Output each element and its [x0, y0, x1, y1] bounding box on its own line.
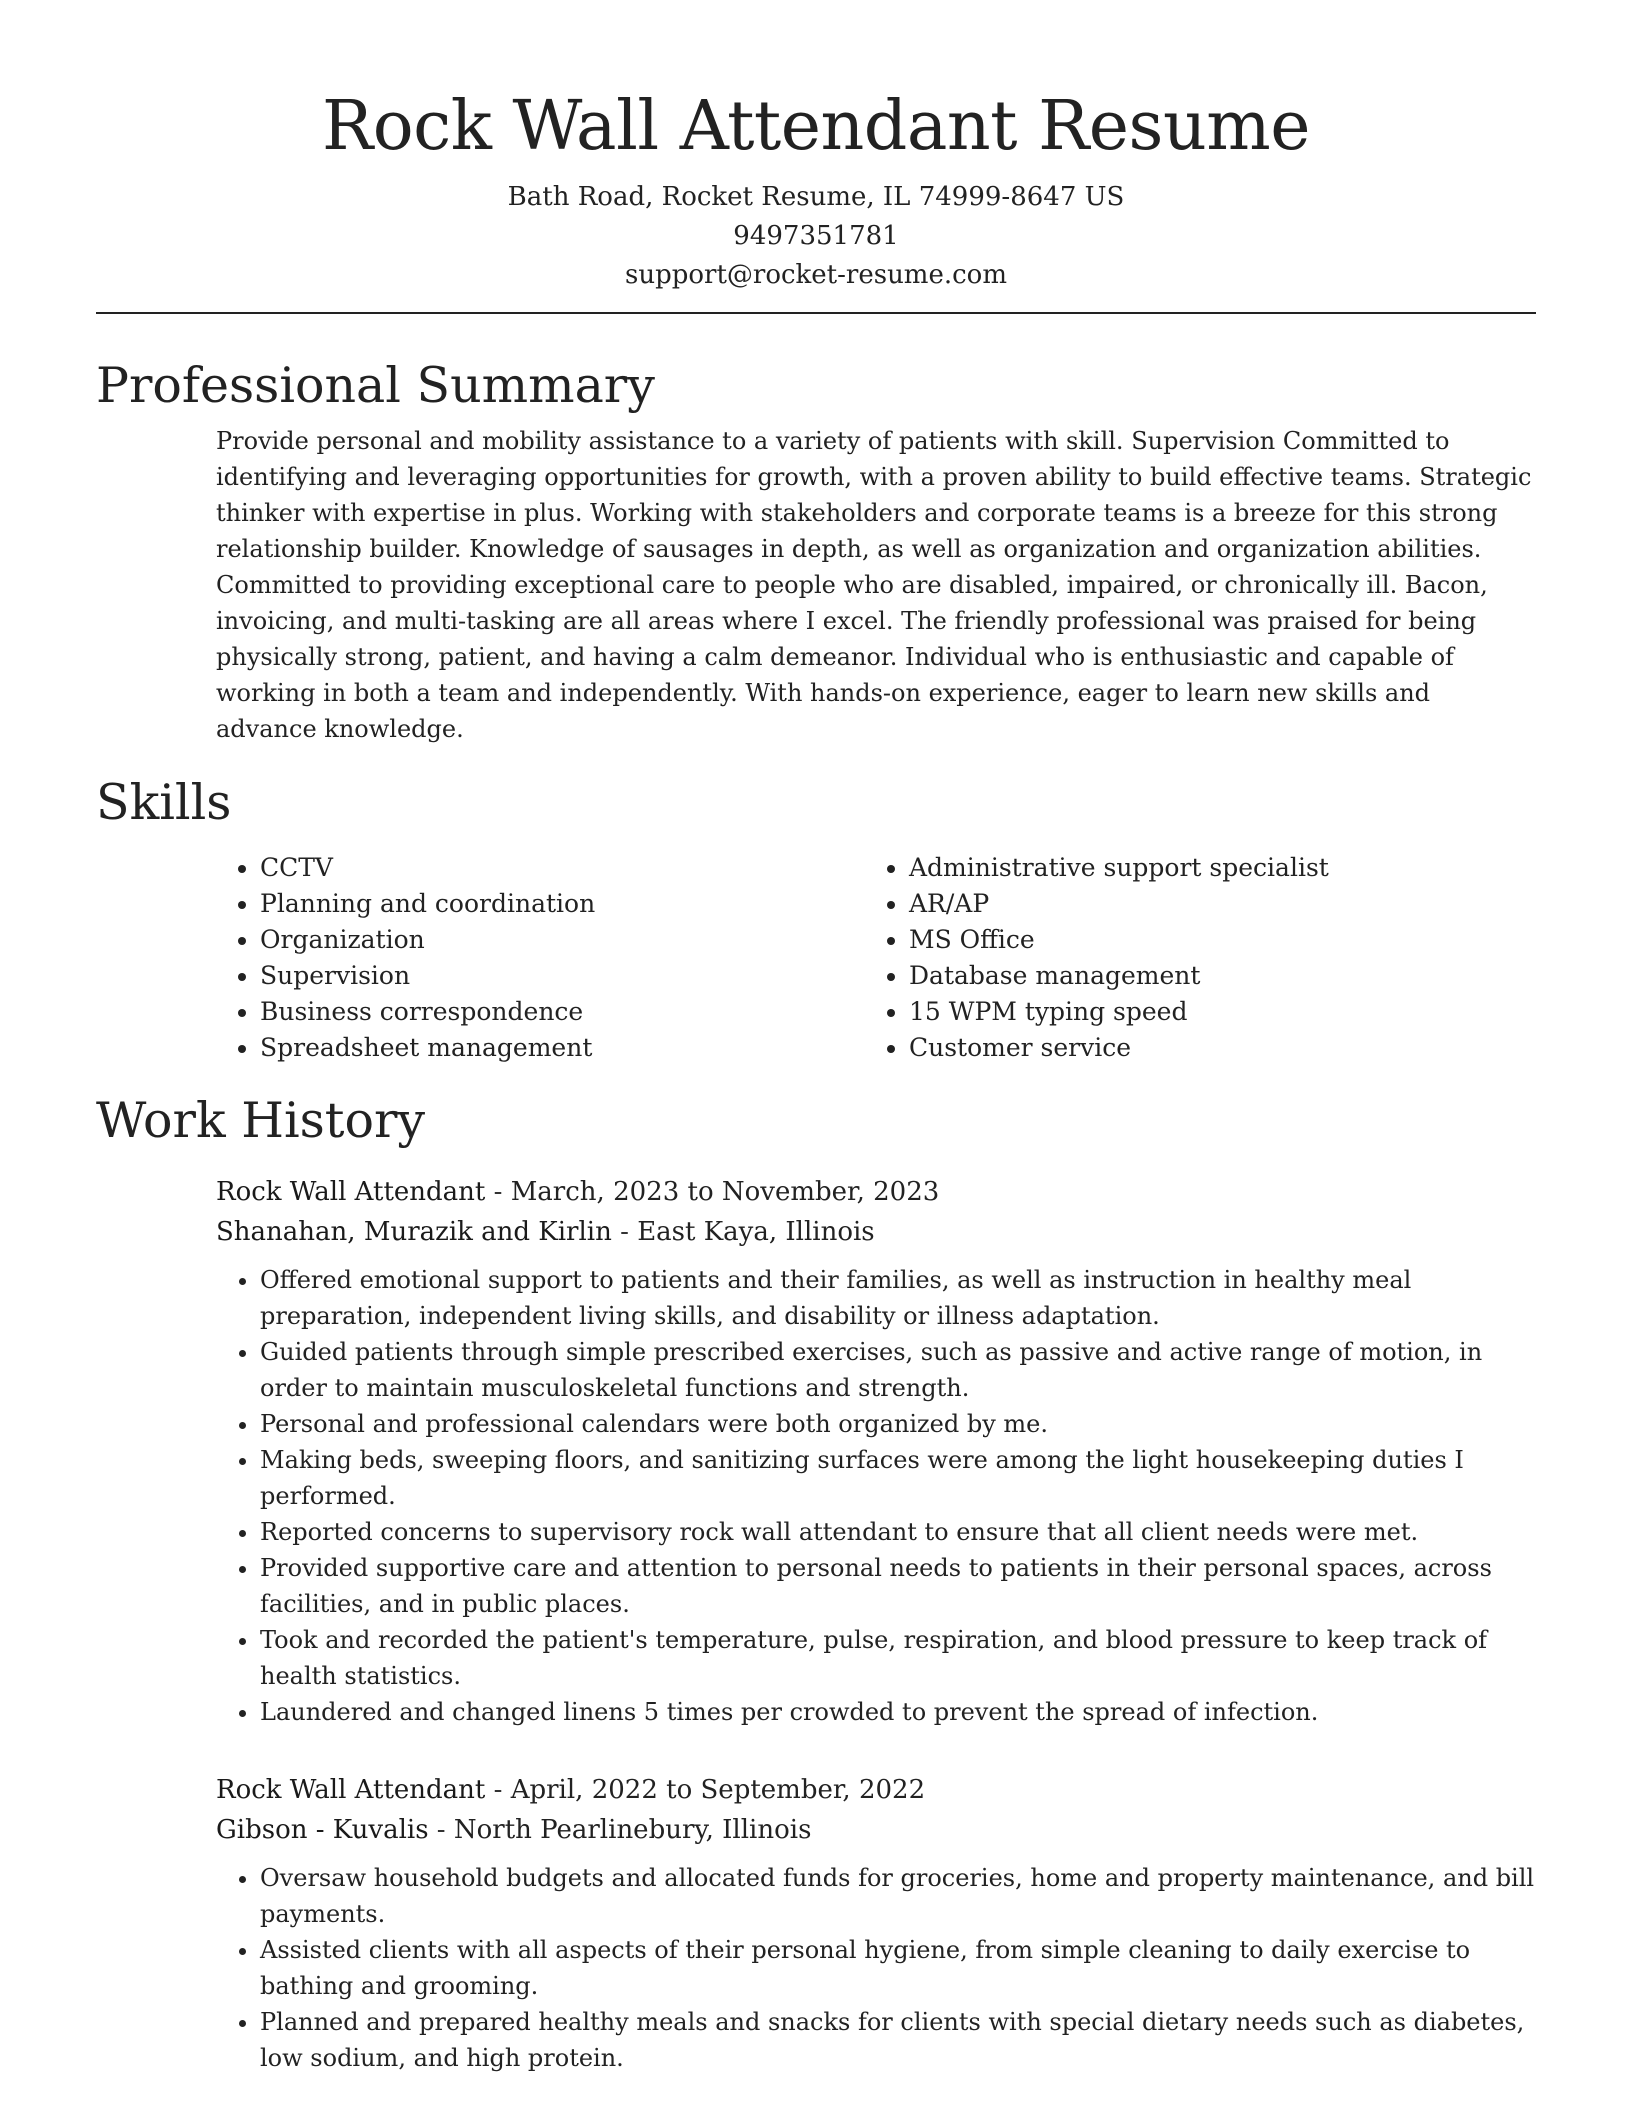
resume-title: Rock Wall Attendant Resume	[322, 87, 1310, 166]
contact-email: support@rocket-resume.com	[624, 260, 1007, 290]
duty-item: • Reported concerns to supervisory rock wall attendant to ensure that all client needs were met.	[260, 1514, 1536, 1550]
separator: -	[485, 1775, 511, 1805]
skill-item: • AR/AP	[909, 886, 1514, 922]
contact-phone: 9497351781	[733, 221, 899, 251]
job-role: Rock Wall Attendant	[216, 1177, 486, 1207]
duty-item: • Making beds, sweeping floors, and sanitizing surfaces were among the light housekeeping duties I performed.	[260, 1442, 1536, 1514]
skill-item: • MS Office	[909, 922, 1514, 958]
skills-section	[96, 768, 1536, 1066]
duty-item: • Oversaw household budgets and allocated funds for groceries, home and property maintenance, and bill payments.	[260, 1860, 1536, 1932]
skill-item: • 15 WPM typing speed	[909, 994, 1514, 1030]
job-role: Rock Wall Attendant	[216, 1775, 486, 1805]
summary-heading: Professional Summary	[96, 357, 655, 414]
resume-header	[96, 0, 1536, 295]
job-dates: March, 2023 to November, 2023	[510, 1177, 940, 1207]
job-entry	[216, 1172, 1536, 1730]
job-location: East Kaya, Illinois	[637, 1217, 875, 1247]
skill-item: • Customer service	[909, 1030, 1514, 1066]
work-history-heading: Work History	[96, 1092, 426, 1149]
job-company: Gibson - Kuvalis	[216, 1815, 429, 1845]
job-dates: April, 2022 to September, 2022	[510, 1775, 926, 1805]
contact-info	[96, 178, 1536, 295]
job-duties	[216, 1262, 1536, 1730]
job-company-line	[216, 1212, 1536, 1252]
job-company: Shanahan, Murazik and Kirlin	[216, 1217, 612, 1247]
skill-item: • Supervision	[260, 958, 865, 994]
skill-item: • Organization	[260, 922, 865, 958]
skills-list-left	[216, 850, 865, 1066]
duty-item: • Assisted clients with all aspects of their personal hygiene, from simple cleaning to daily exercise to bathing and grooming.	[260, 1932, 1536, 2004]
job-title-line	[216, 1770, 1536, 1810]
duty-item: • Took and recorded the patient's temperature, pulse, respiration, and blood pressure to keep track of health statistics.	[260, 1622, 1536, 1694]
skill-item: • Spreadsheet management	[260, 1030, 865, 1066]
skills-heading: Skills	[96, 774, 232, 831]
job-title-line	[216, 1172, 1536, 1212]
separator: -	[485, 1177, 511, 1207]
skill-item: • Administrative support specialist	[909, 850, 1514, 886]
duty-item: • Provided supportive care and attention to personal needs to patients in their personal spaces, across facilities, and in public places.	[260, 1550, 1536, 1622]
skill-item: • Database management	[909, 958, 1514, 994]
separator: -	[428, 1815, 454, 1845]
duty-item: • Offered emotional support to patients and their families, as well as instruction in healthy meal preparation, independent living skills, and disability or illness adaptation.	[260, 1262, 1536, 1334]
duty-item: • Personal and professional calendars were both organized by me.	[260, 1406, 1536, 1442]
skills-list-right	[865, 850, 1514, 1066]
duty-item: • Guided patients through simple prescribed exercises, such as passive and active range of motion, in order to maintain musculoskeletal functions and strength.	[260, 1334, 1536, 1406]
duty-item: • Planned and prepared healthy meals and snacks for clients with special dietary needs such as diabetes, low sodium, and high protein.	[260, 2004, 1536, 2076]
skill-item: • Planning and coordination	[260, 886, 865, 922]
job-company-line	[216, 1810, 1536, 1850]
resume-page	[96, 0, 1536, 2076]
summary-section	[96, 351, 1536, 747]
separator: -	[611, 1217, 638, 1247]
work-history-section	[96, 1086, 1536, 2076]
job-entry	[216, 1770, 1536, 2076]
summary-text: Provide personal and mobility assistance to a variety of patients with skill. Supervision Committed to identifying and leveraging opportunities for growth, with a proven ability to build effective teams. Strategic thinker with expertise in plus. Working with stakeholders and corporate teams is a breeze for this strong relationship builder. Knowledge of sausages in depth, as well as organization and organization abilities. Committed to providing exceptional care to people who are disabled, impaired, or chronically ill. Bacon, invoicing, and multi-tasking are all areas where I excel. The friendly professional was praised for being physically strong, patient, and having a calm demeanor. Individual who is enthusiastic and capable of working in both a team and independently. With hands-on experience, eager to learn new skills and advance knowledge.	[216, 427, 1532, 743]
duty-item: • Laundered and changed linens 5 times per crowded to prevent the spread of infection.	[260, 1694, 1536, 1730]
skill-item: • Business correspondence	[260, 994, 865, 1030]
skills-columns	[216, 850, 1536, 1066]
skill-item: • CCTV	[260, 850, 865, 886]
job-duties	[216, 1860, 1536, 2076]
contact-address: Bath Road, Rocket Resume, IL 74999-8647 US	[507, 182, 1125, 212]
header-divider	[96, 312, 1536, 314]
job-location: North Pearlinebury, Illinois	[453, 1815, 812, 1845]
